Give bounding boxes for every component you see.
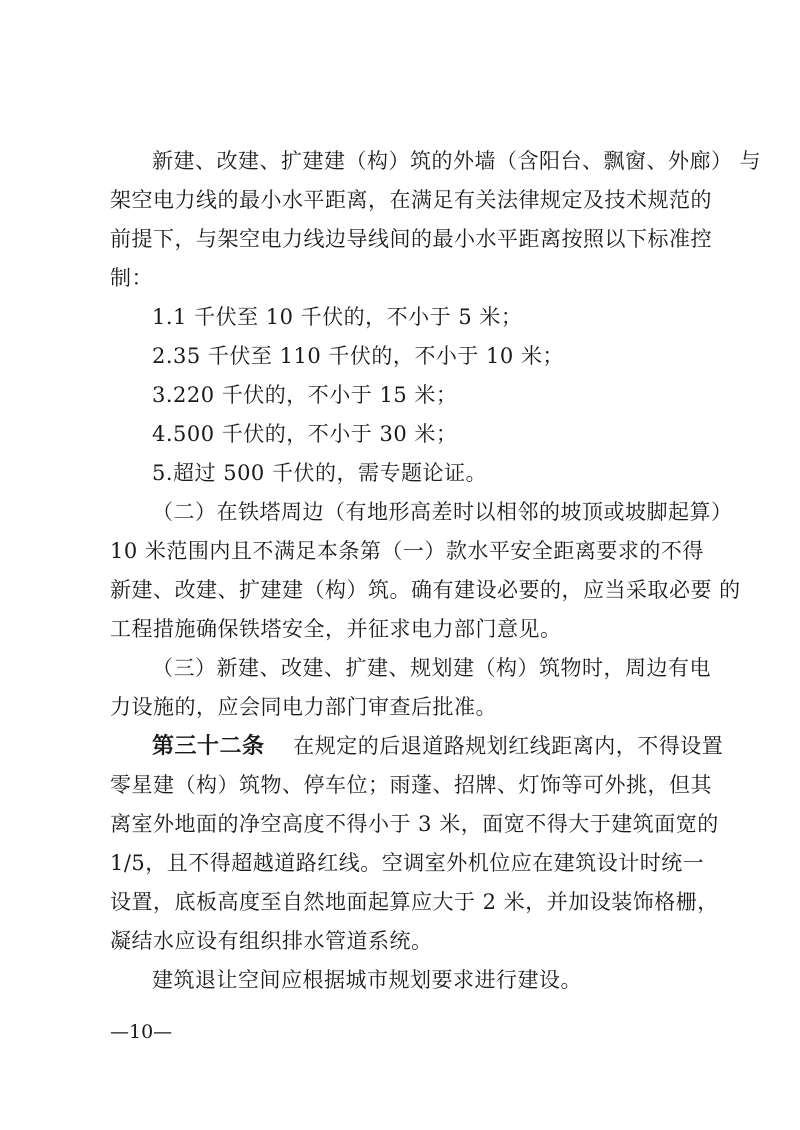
text-line: 新建、改建、扩建建（构）筑。确有建设必要的，应当采取必要 的 (110, 578, 741, 602)
text-line: 设置，底板高度至自然地面起算应大于 2 米，并加设装饰格栅， (110, 890, 719, 914)
text-line: 制： (110, 266, 153, 290)
text-line: 零星建（构）筑物、停车位；雨蓬、招牌、灯饰等可外挑，但其 (110, 773, 712, 797)
list-item: 2.35 千伏至 110 千伏的，不小于 10 米； (152, 344, 564, 368)
article-spacer (265, 734, 294, 758)
text-line: 工程措施确保铁塔安全，并征求电力部门意见。 (110, 617, 562, 641)
text-line: 凝结水应设有组织排水管道系统。 (110, 929, 433, 953)
list-item: 4.500 千伏的，不小于 30 米； (152, 422, 458, 446)
text-line: 离室外地面的净空高度不得小于 3 米，面宽不得大于建筑面宽的 (110, 812, 719, 836)
text-line: 10 米范围内且不满足本条第（一）款水平安全距离要求的不得 (110, 539, 704, 563)
article-first-line (152, 731, 723, 762)
text-line: （三）新建、改建、扩建、规划建（构）筑物时，周边有电 (152, 656, 711, 680)
text-line: 新建、改建、扩建建（构）筑的外墙（含阳台、飘窗、外廊） 与 (152, 149, 762, 173)
text-line: 1/5，且不得超越道路红线。空调室外机位应在建筑设计时统一 (110, 851, 705, 875)
list-item: 5.超过 500 千伏的，需专题论证。 (152, 461, 487, 485)
text-line: 力设施的，应会同电力部门审查后批准。 (110, 695, 497, 719)
list-item: 3.220 千伏的，不小于 15 米； (152, 383, 458, 407)
list-item: 1.1 千伏至 10 千伏的，不小于 5 米； (152, 305, 523, 329)
text-line: 前提下，与架空电力线边导线间的最小水平距离按照以下标准控 (110, 227, 712, 251)
text-line: （二）在铁塔周边（有地形高差时以相邻的坡顶或坡脚起算） (152, 500, 733, 524)
page-number: —10— (110, 1021, 173, 1043)
paragraph-setback-space: 建筑退让空间应根据城市规划要求进行建设。 (152, 968, 582, 992)
article-first-line-text: 在规定的后退道路规划红线距离内，不得设置 (293, 734, 724, 758)
text-line: 架空电力线的最小水平距离，在满足有关法律规定及技术规范的 (110, 188, 712, 212)
article-heading: 第三十二条 (152, 734, 265, 759)
